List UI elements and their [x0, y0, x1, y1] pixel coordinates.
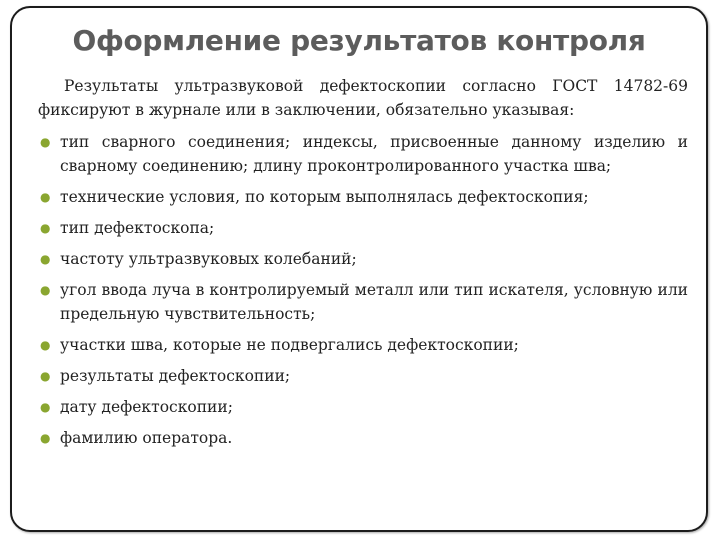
list-item: [38, 216, 688, 240]
list-item-text: участки шва, которые не подвергались дефектоскопии;: [60, 336, 519, 354]
bullet-dot-icon: ●: [40, 338, 51, 352]
bullet-dot-icon: ●: [40, 283, 51, 297]
list-item: [38, 395, 688, 419]
list-item: [38, 333, 688, 357]
list-item-text: тип сварного соединения; индексы, присвоенные данному изделию и сварному соединению; длину проконтролированного участка шва;: [60, 133, 688, 175]
list-item-text: дату дефектоскопии;: [60, 398, 233, 416]
list-item: [38, 364, 688, 388]
slide-body: [38, 74, 688, 457]
list-item: [38, 130, 688, 178]
list-item: [38, 426, 688, 450]
slide-title: Оформление результатов контроля: [72, 24, 646, 57]
list-item: [38, 278, 688, 326]
list-item-text: угол ввода луча в контролируемый металл или тип искателя, условную или предельную чувствительность;: [60, 281, 688, 323]
list-item-text: технические условия, по которым выполнялась дефектоскопия;: [60, 188, 589, 206]
list-item: [38, 247, 688, 271]
list-item-text: фамилию оператора.: [60, 429, 233, 447]
bullet-dot-icon: ●: [40, 400, 51, 414]
list-item-text: частоту ультразвуковых колебаний;: [60, 250, 357, 268]
bullet-dot-icon: ●: [40, 252, 51, 266]
bullet-dot-icon: ●: [40, 135, 51, 149]
bullet-dot-icon: ●: [40, 190, 51, 204]
bullet-dot-icon: ●: [40, 431, 51, 445]
list-item-text: тип дефектоскопа;: [60, 219, 215, 237]
intro-paragraph: Результаты ультразвуковой дефектоскопии согласно ГОСТ 14782-69 фиксируют в журнале или в заключении, обязательно указывая:: [38, 77, 688, 119]
bullet-dot-icon: ●: [40, 221, 51, 235]
list-item-text: результаты дефектоскопии;: [60, 367, 291, 385]
bullet-dot-icon: ●: [40, 369, 51, 383]
requirements-list: [38, 130, 688, 450]
list-item: [38, 185, 688, 209]
